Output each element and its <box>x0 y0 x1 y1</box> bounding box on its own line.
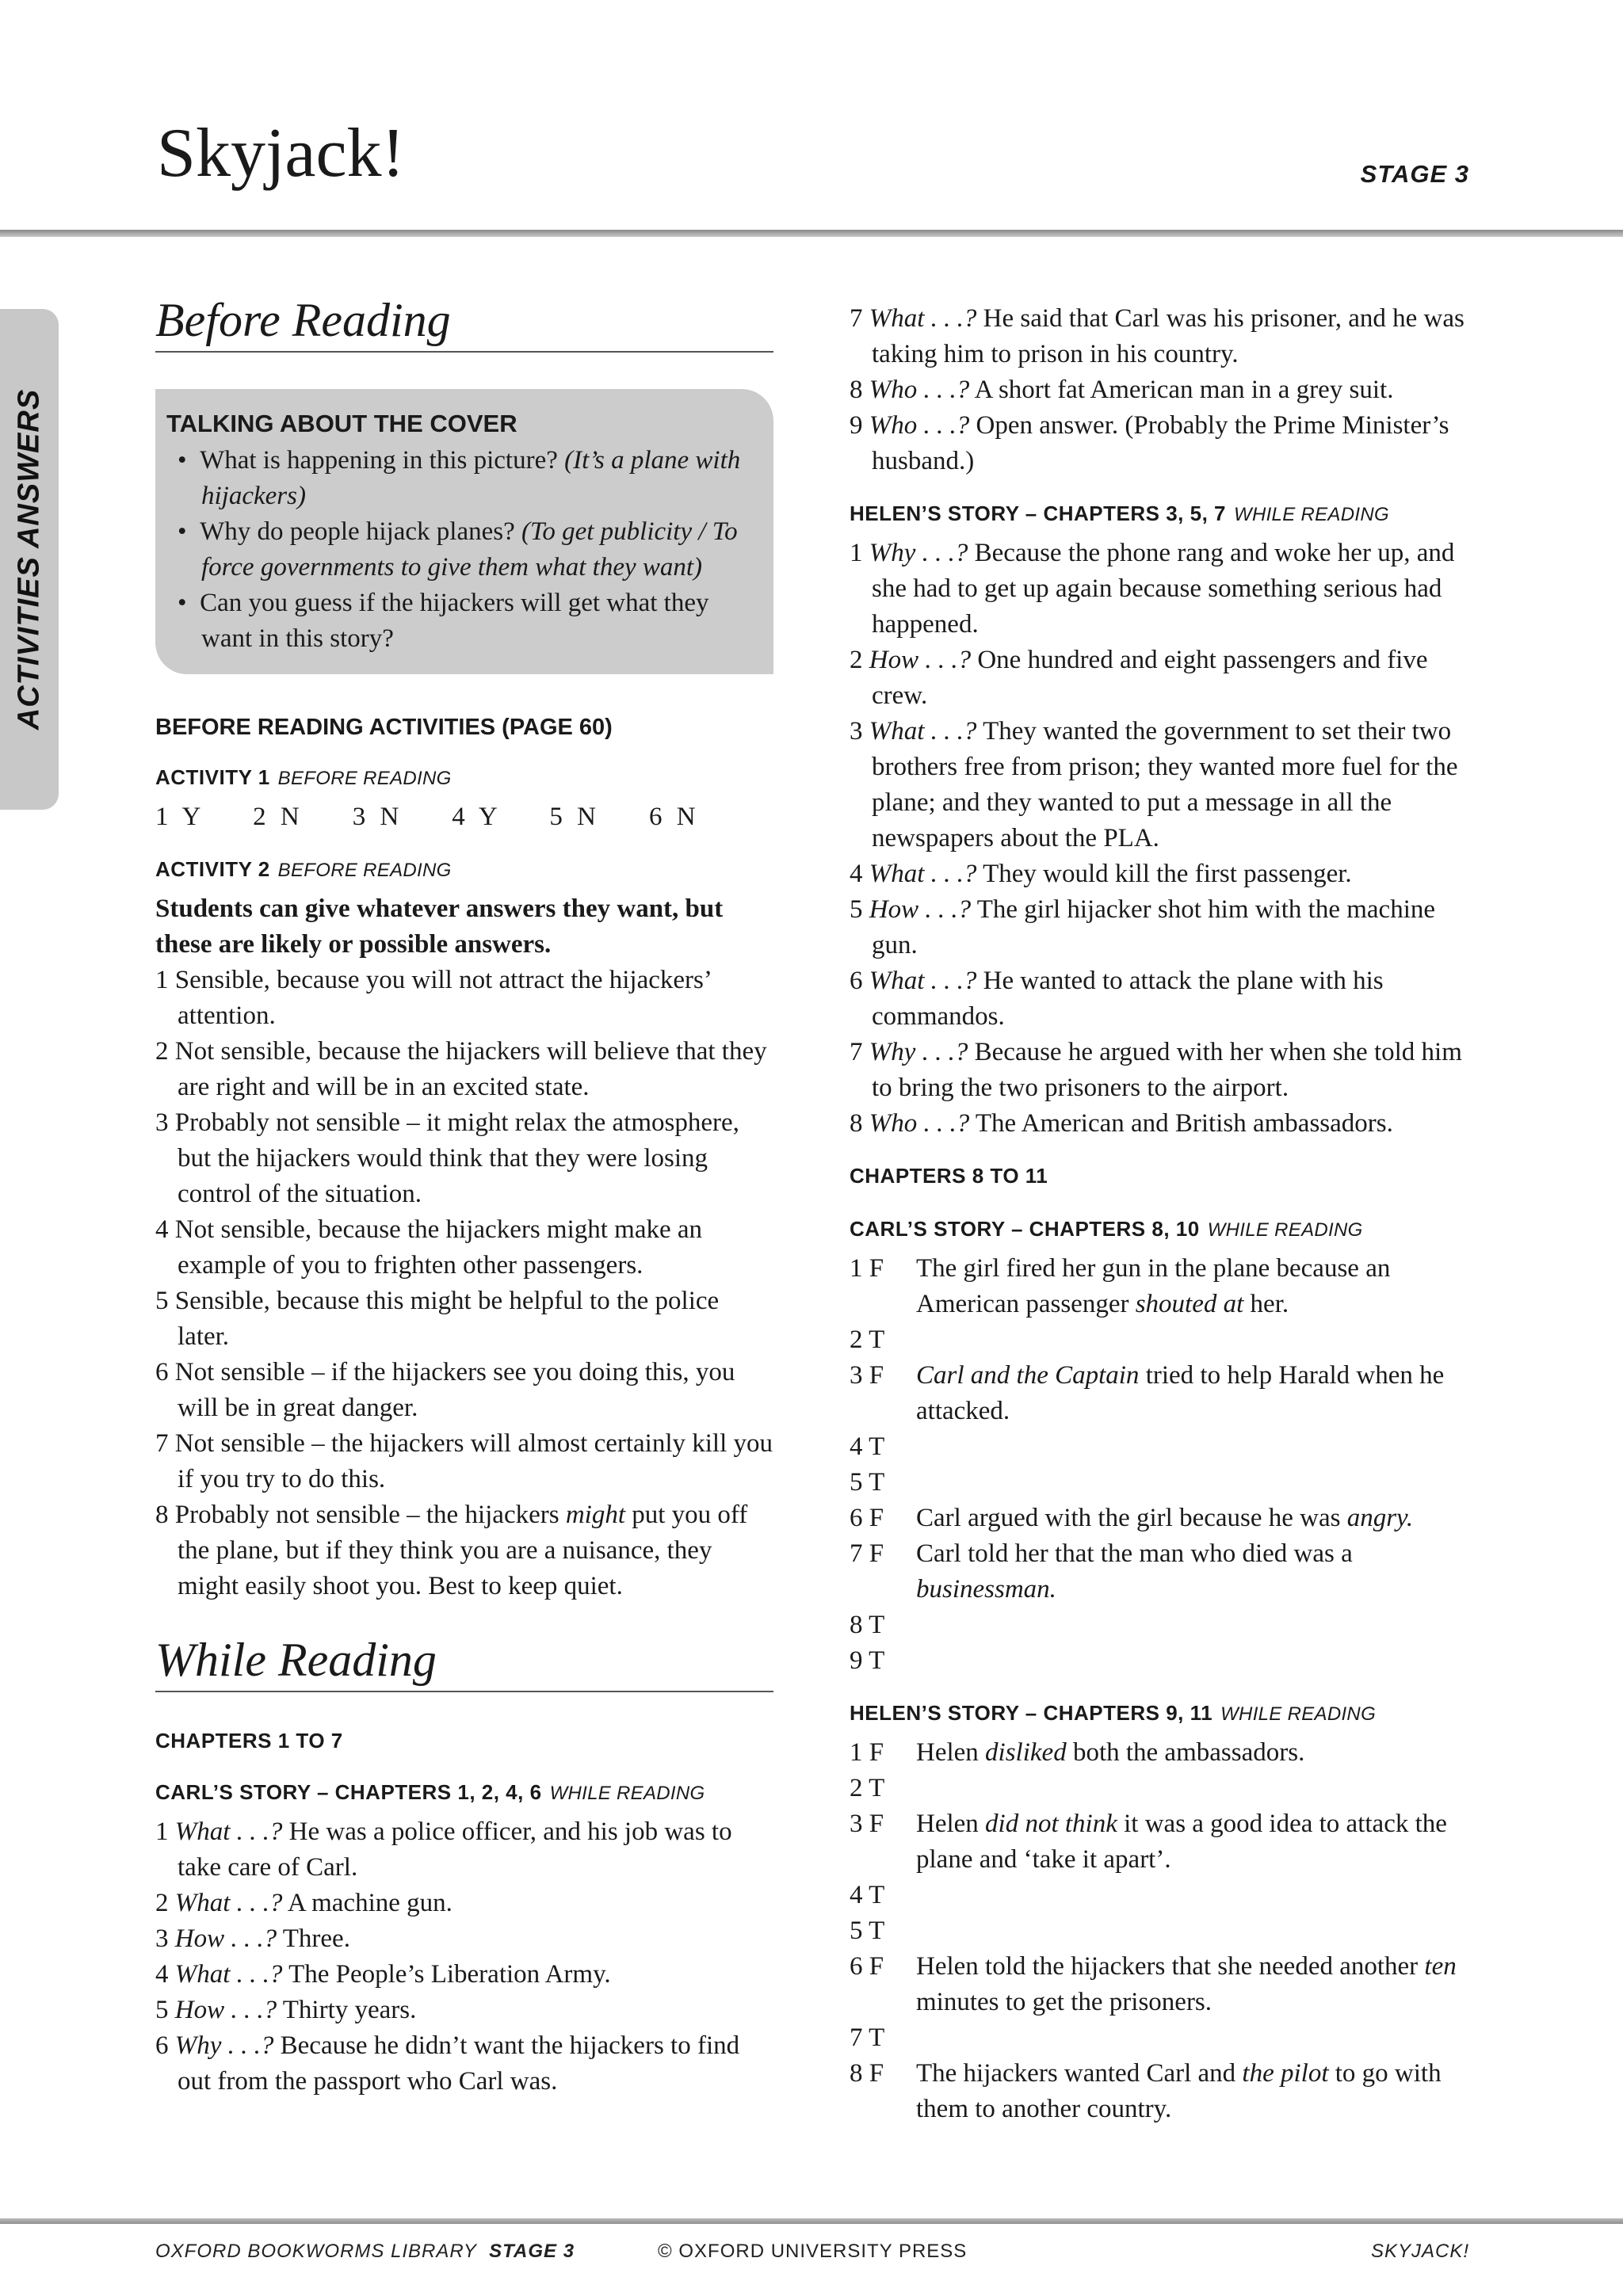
item-number: 3 <box>850 717 863 746</box>
item-number: 3 <box>155 1108 175 1137</box>
helen-story-1-item <box>850 892 1476 963</box>
item-answer: The American and British ambassadors. <box>969 1109 1393 1138</box>
item-text: it was a good idea to attack the plane and ‘take it apart’. <box>916 1810 1447 1874</box>
item-text: Carl told her that the man who died was a <box>916 1539 1353 1568</box>
item-number: 2 <box>850 646 863 674</box>
carl-story-2-list <box>850 1251 1476 1679</box>
carl-story-2-item <box>850 1322 1476 1358</box>
item-emphasis: the pilot <box>1242 2059 1329 2088</box>
tf-answer: 2 T <box>850 1774 885 1802</box>
item-answer: They would kill the first passenger. <box>976 860 1352 888</box>
helen-story-1-item <box>850 963 1476 1035</box>
item-question: What . . .? <box>869 717 977 746</box>
item-question: What . . .? <box>174 1817 283 1846</box>
item-answer: They wanted the government to set their two brothers free from prison; they wanted more fuel for the plane; and they wanted to put a message in all the newspapers about the PLA. <box>872 717 1458 852</box>
activity-1-tag: BEFORE READING <box>277 767 452 789</box>
item-text: Carl argued with the girl because he was <box>916 1504 1347 1532</box>
item-question: What . . .? <box>174 1959 283 1989</box>
item-question: How . . .? <box>869 646 972 674</box>
chapters-8-11-heading: CHAPTERS 8 TO 11 <box>850 1164 1048 1188</box>
tf-answer: 3 F <box>850 1810 884 1838</box>
cover-bullet: • Why do people hijack planes? (To get publicity / To force governments to give them what they want) <box>178 517 738 582</box>
carl-story-2-item <box>850 1465 1476 1501</box>
cover-box-heading: TALKING ABOUT THE COVER <box>166 410 517 437</box>
helen-story-2-item <box>850 1771 1476 1806</box>
carl-story-1-label: CARL’S STORY – CHAPTERS 1, 2, 4, 6 <box>155 1779 542 1804</box>
carl-story-1-item <box>155 1957 773 1993</box>
tf-answer: 4 T <box>850 1881 885 1909</box>
helen-story-2-list <box>850 1735 1476 2127</box>
item-text: Sensible, because you will not attract the hijackers’ attention. <box>174 965 711 1030</box>
item-number: 1 <box>155 965 175 994</box>
carl-story-2-item <box>850 1251 1476 1322</box>
item-text: minutes to get the prisoners. <box>916 1988 1212 2016</box>
item-emphasis: might <box>565 1500 625 1529</box>
tf-answer: 7 F <box>850 1539 884 1568</box>
helen-story-2-item <box>850 1949 1476 2020</box>
item-number: 8 <box>850 376 863 404</box>
item-answer: He wanted to attack the plane with his commandos. <box>872 967 1384 1031</box>
carl-story-1-item <box>850 408 1476 479</box>
item-number: 3 <box>155 1924 169 1953</box>
carl-story-2-item <box>850 1608 1476 1643</box>
chapters-1-7-heading: CHAPTERS 1 TO 7 <box>155 1728 343 1753</box>
page-title: Skyjack! <box>157 115 405 192</box>
activity-2-item <box>155 1105 773 1212</box>
helen-story-1-item <box>850 714 1476 856</box>
item-number: 7 <box>850 304 863 333</box>
item-answer: The People’s Liberation Army. <box>282 1959 611 1989</box>
carl-story-2-item <box>850 1429 1476 1465</box>
cover-bullet: • What is happening in this picture? (It’s a plane with hijackers) <box>178 446 741 510</box>
item-number: 1 <box>155 1817 169 1846</box>
item-question: Why . . .? <box>174 2031 274 2060</box>
item-emphasis: businessman. <box>916 1575 1056 1604</box>
tf-answer: 6 F <box>850 1504 884 1532</box>
cover-bullet: • Can you guess if the hijackers will get what they want in this story? <box>178 589 709 653</box>
helen-story-1-item <box>850 856 1476 892</box>
item-answer: Open answer. (Probably the Prime Minister’s husband.) <box>872 411 1449 475</box>
item-number: 6 <box>155 1357 175 1386</box>
item-question: Who . . .? <box>869 1109 970 1138</box>
carl-story-1-item <box>155 1814 773 1886</box>
cover-question: Why do people hijack planes? <box>200 517 515 546</box>
item-question: Who . . .? <box>869 376 970 404</box>
item-number: 1 <box>850 539 863 567</box>
helen-story-2-label: HELEN’S STORY – CHAPTERS 9, 11 <box>850 1701 1213 1725</box>
cover-box <box>155 389 773 674</box>
item-answer: He was a police officer, and his job was to take care of Carl. <box>178 1817 732 1882</box>
activity-2-heading <box>155 857 773 882</box>
item-answer: A machine gun. <box>282 1888 453 1917</box>
tf-answer: 1 F <box>850 1254 884 1283</box>
tf-answer: 6 F <box>850 1952 884 1981</box>
item-emphasis: shouted at <box>1135 1290 1244 1318</box>
activity-2-item <box>155 1497 773 1604</box>
item-text: Not sensible, because the hijackers might make an example of you to frighten other passengers. <box>174 1215 703 1280</box>
item-number: 4 <box>850 860 863 888</box>
item-number: 4 <box>155 1215 175 1244</box>
item-text: to go with them to another country. <box>916 2059 1442 2123</box>
item-text: Probably not sensible – the hijackers <box>174 1500 566 1529</box>
carl-story-1-item <box>155 1886 773 1921</box>
footer-divider <box>0 2218 1623 2224</box>
tf-answer: 7 T <box>850 2023 885 2052</box>
helen-story-1-item <box>850 643 1476 714</box>
while-reading-heading: While Reading <box>155 1633 773 1692</box>
carl-story-2-heading <box>850 1217 1476 1241</box>
item-text: Not sensible, because the hijackers will believe that they are right and will be in an excited state. <box>174 1036 767 1101</box>
item-text: put you off the plane, but if they think you are a nuisance, they might easily shoot you. Best to keep quiet. <box>178 1500 748 1600</box>
cover-question: Can you guess if the hijackers will get what they want in this story? <box>200 589 709 653</box>
before-reading-heading: Before Reading <box>155 293 773 353</box>
activity-1-heading <box>155 765 773 790</box>
item-answer: Because he argued with her when she told him to bring the two prisoners to the airport. <box>872 1038 1462 1102</box>
activity-2-item <box>155 1426 773 1497</box>
header-divider <box>0 230 1623 237</box>
item-number: 5 <box>155 1995 169 2024</box>
footer-stage: STAGE 3 <box>489 2241 575 2262</box>
activity-2-label: ACTIVITY 2 <box>155 856 270 881</box>
item-text: her. <box>1243 1290 1289 1318</box>
item-text: Probably not sensible – it might relax the atmosphere, but the hijackers would think that they were losing control of the situation. <box>174 1108 739 1208</box>
item-text: Helen <box>916 1738 986 1767</box>
activity-2-item <box>155 1034 773 1105</box>
carl-story-2-item <box>850 1643 1476 1679</box>
activity-2-intro: Students can give whatever answers they want, but these are likely or possible answers. <box>155 894 724 959</box>
item-text: Not sensible – the hijackers will almost certainly kill you if you try to do this. <box>174 1428 773 1493</box>
tf-answer: 9 T <box>850 1646 885 1675</box>
item-answer: Thirty years. <box>277 1995 417 2024</box>
helen-story-2-item <box>850 1913 1476 1949</box>
item-number: 6 <box>850 967 863 995</box>
item-text: tried to help Harald when he attacked. <box>916 1361 1445 1425</box>
item-text: The girl fired her gun in the plane because an American passenger <box>916 1254 1391 1318</box>
tf-answer: 2 T <box>850 1325 885 1354</box>
item-answer: A short fat American man in a grey suit. <box>969 376 1394 404</box>
item-question: Who . . .? <box>869 411 970 440</box>
left-column <box>155 293 773 2100</box>
item-emphasis: angry. <box>1346 1504 1414 1532</box>
item-text: Helen <box>916 1810 986 1838</box>
activity-2-tag: BEFORE READING <box>277 859 452 881</box>
carl-story-1-item <box>155 1921 773 1957</box>
tf-answer: 5 T <box>850 1468 885 1497</box>
item-question: What . . .? <box>174 1888 283 1917</box>
cover-answer: (It’s a plane with hijackers) <box>201 446 741 510</box>
item-number: 9 <box>850 411 863 440</box>
item-question: Why . . .? <box>869 539 968 567</box>
before-activities-heading: BEFORE READING ACTIVITIES (PAGE 60) <box>155 715 613 740</box>
item-emphasis: ten <box>1424 1952 1457 1981</box>
helen-story-2-item <box>850 1806 1476 1878</box>
helen-story-1-list <box>850 536 1476 1142</box>
item-text: Sensible, because this might be helpful to the police later. <box>174 1286 720 1351</box>
activity-2-item <box>155 1212 773 1283</box>
carl-story-2-label: CARL’S STORY – CHAPTERS 8, 10 <box>850 1217 1200 1241</box>
carl-story-1-item <box>155 1993 773 2028</box>
item-text: The hijackers wanted Carl and <box>916 2059 1243 2088</box>
item-question: What . . .? <box>869 860 977 888</box>
helen-story-2-item <box>850 1878 1476 1913</box>
helen-story-1-tag: WHILE READING <box>1234 504 1389 525</box>
carl-story-1-heading <box>155 1780 773 1805</box>
helen-story-1-item <box>850 1035 1476 1106</box>
carl-story-1-list <box>155 1814 773 2100</box>
tf-answer: 1 F <box>850 1738 884 1767</box>
item-question: How . . .? <box>174 1995 277 2024</box>
item-number: 2 <box>155 1036 175 1066</box>
footer-series: OXFORD BOOKWORMS LIBRARY STAGE 3 <box>155 2241 575 2262</box>
helen-story-2-heading <box>850 1701 1476 1726</box>
item-emphasis: did not think <box>985 1810 1117 1838</box>
helen-story-2-item <box>850 1735 1476 1771</box>
activity-2-item <box>155 1355 773 1426</box>
footer-publisher: © OXFORD UNIVERSITY PRESS <box>658 2241 968 2262</box>
activity-2-item <box>155 963 773 1034</box>
helen-story-1-label: HELEN’S STORY – CHAPTERS 3, 5, 7 <box>850 502 1226 525</box>
item-question: How . . .? <box>174 1924 277 1953</box>
item-answer: The girl hijacker shot him with the machine gun. <box>872 895 1436 959</box>
item-answer: He said that Carl was his prisoner, and he was taking him to prison in his country. <box>872 304 1465 368</box>
carl-story-1-continued <box>850 301 1476 479</box>
helen-story-2-item <box>850 2020 1476 2056</box>
item-emphasis: Carl and the Captain <box>916 1361 1140 1390</box>
activity-2-list <box>155 963 773 1604</box>
tf-answer: 5 T <box>850 1917 885 1945</box>
item-number: 8 <box>850 1109 863 1138</box>
item-question: What . . .? <box>869 304 977 333</box>
item-text: Helen told the hijackers that she needed another <box>916 1952 1425 1981</box>
cover-question: What is happening in this picture? <box>200 446 558 475</box>
carl-story-1-item <box>850 301 1476 372</box>
item-number: 4 <box>155 1959 169 1989</box>
carl-story-2-tag: WHILE READING <box>1207 1219 1363 1241</box>
item-number: 8 <box>155 1500 175 1529</box>
item-answer: Three. <box>277 1924 350 1953</box>
item-number: 7 <box>850 1038 863 1066</box>
item-emphasis: disliked <box>985 1738 1067 1767</box>
carl-story-1-tag: WHILE READING <box>549 1782 705 1804</box>
item-number: 6 <box>155 2031 169 2060</box>
stage-label: STAGE 3 <box>1360 160 1469 188</box>
item-number: 7 <box>155 1428 175 1458</box>
item-text: both the ambassadors. <box>1066 1738 1305 1767</box>
tf-answer: 3 F <box>850 1361 884 1390</box>
carl-story-2-item <box>850 1536 1476 1608</box>
right-column <box>850 301 1476 2127</box>
carl-story-1-item <box>850 372 1476 408</box>
item-number: 2 <box>155 1888 169 1917</box>
activity-2-item <box>155 1283 773 1355</box>
activity-1-answers: 1 Y 2 N 3 N 4 Y 5 N 6 N <box>155 802 697 831</box>
side-tab-label: ACTIVITIES ANSWERS <box>12 388 46 730</box>
item-question: What . . .? <box>869 967 977 995</box>
footer-book-title: SKYJACK! <box>1370 2241 1469 2262</box>
tf-answer: 4 T <box>850 1432 885 1461</box>
tf-answer: 8 T <box>850 1611 885 1639</box>
helen-story-2-tag: WHILE READING <box>1220 1703 1377 1725</box>
carl-story-2-item <box>850 1358 1476 1429</box>
helen-story-2-item <box>850 2056 1476 2127</box>
item-text: Not sensible – if the hijackers see you doing this, you will be in great danger. <box>174 1357 735 1422</box>
item-answer: Because he didn’t want the hijackers to find out from the passport who Carl was. <box>178 2031 740 2096</box>
item-number: 5 <box>155 1286 175 1315</box>
helen-story-1-item <box>850 536 1476 643</box>
item-number: 5 <box>850 895 863 924</box>
helen-story-1-heading <box>850 502 1476 526</box>
helen-story-1-item <box>850 1106 1476 1142</box>
item-answer: One hundred and eight passengers and five crew. <box>872 646 1428 710</box>
activity-1-label: ACTIVITY 1 <box>155 765 270 789</box>
item-question: How . . .? <box>869 895 972 924</box>
cover-bullet-list <box>166 443 762 657</box>
carl-story-1-item <box>155 2028 773 2100</box>
item-question: Why . . .? <box>869 1038 968 1066</box>
item-answer: Because the phone rang and woke her up, and she had to get up again because something serious had happened. <box>872 539 1455 639</box>
tf-answer: 8 F <box>850 2059 884 2088</box>
carl-story-2-item <box>850 1501 1476 1536</box>
cover-answer: (To get publicity / To force governments to give them what they want) <box>201 517 738 582</box>
